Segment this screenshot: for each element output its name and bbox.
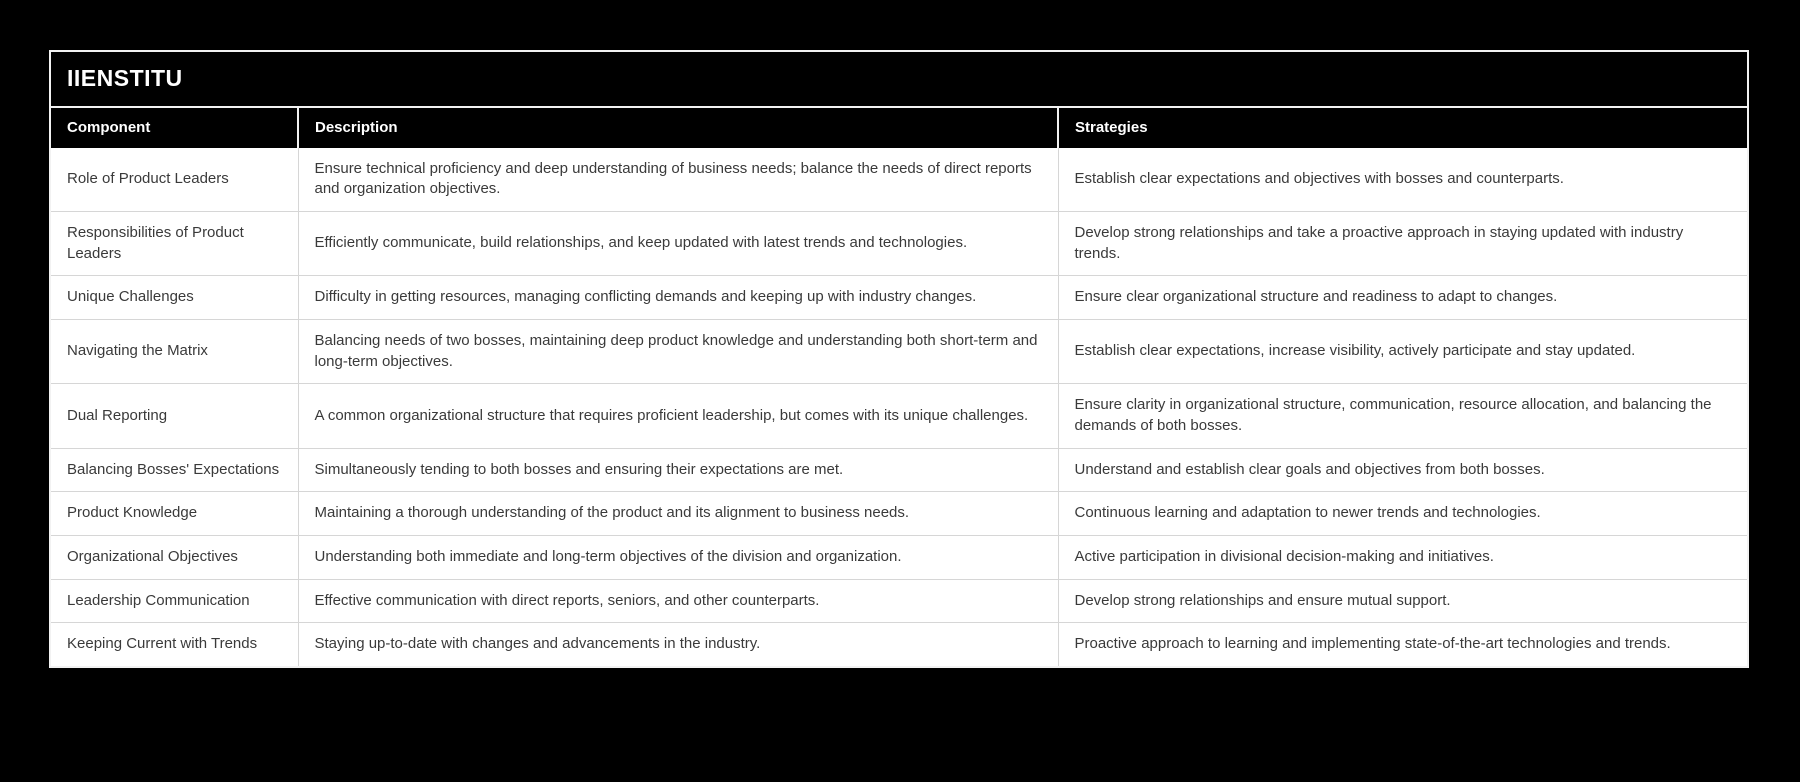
strategies-cell: Proactive approach to learning and implementing state-of-the-art technologies and trends. xyxy=(1058,623,1747,666)
strategies-cell: Continuous learning and adaptation to newer trends and technologies. xyxy=(1058,492,1747,536)
table-row xyxy=(51,492,1747,536)
component-cell: Leadership Communication xyxy=(51,579,298,623)
component-cell: Organizational Objectives xyxy=(51,536,298,580)
description-cell: Effective communication with direct reports, seniors, and other counterparts. xyxy=(298,579,1058,623)
strategies-cell: Ensure clear organizational structure and readiness to adapt to changes. xyxy=(1058,276,1747,320)
strategies-cell: Understand and establish clear goals and objectives from both bosses. xyxy=(1058,448,1747,492)
component-cell: Balancing Bosses' Expectations xyxy=(51,448,298,492)
table-row xyxy=(51,276,1747,320)
table-row xyxy=(51,579,1747,623)
strategies-cell: Active participation in divisional decision-making and initiatives. xyxy=(1058,536,1747,580)
table-row xyxy=(51,448,1747,492)
column-header-component: Component xyxy=(51,108,298,148)
table-header-row xyxy=(51,108,1747,148)
component-cell: Navigating the Matrix xyxy=(51,319,298,383)
component-cell: Unique Challenges xyxy=(51,276,298,320)
table-row xyxy=(51,211,1747,275)
components-table-card xyxy=(49,50,1749,668)
description-cell: A common organizational structure that requires proficient leadership, but comes with its unique challenges. xyxy=(298,384,1058,448)
component-cell: Responsibilities of Product Leaders xyxy=(51,211,298,275)
description-cell: Ensure technical proficiency and deep understanding of business needs; balance the needs of direct reports and organization objectives. xyxy=(298,148,1058,212)
component-cell: Keeping Current with Trends xyxy=(51,623,298,666)
table-row xyxy=(51,623,1747,666)
column-header-strategies: Strategies xyxy=(1058,108,1747,148)
table-row xyxy=(51,319,1747,383)
description-cell: Balancing needs of two bosses, maintaining deep product knowledge and understanding both short-term and long-term objectives. xyxy=(298,319,1058,383)
table-row xyxy=(51,384,1747,448)
table-row xyxy=(51,148,1747,212)
strategies-cell: Establish clear expectations and objectives with bosses and counterparts. xyxy=(1058,148,1747,212)
components-table xyxy=(51,108,1747,666)
strategies-cell: Develop strong relationships and ensure mutual support. xyxy=(1058,579,1747,623)
strategies-cell: Establish clear expectations, increase visibility, actively participate and stay updated. xyxy=(1058,319,1747,383)
table-body xyxy=(51,148,1747,667)
description-cell: Simultaneously tending to both bosses and ensuring their expectations are met. xyxy=(298,448,1058,492)
component-cell: Role of Product Leaders xyxy=(51,148,298,212)
description-cell: Staying up-to-date with changes and advancements in the industry. xyxy=(298,623,1058,666)
component-cell: Dual Reporting xyxy=(51,384,298,448)
strategies-cell: Ensure clarity in organizational structure, communication, resource allocation, and balancing the demands of both bosses. xyxy=(1058,384,1747,448)
strategies-cell: Develop strong relationships and take a proactive approach in staying updated with industry trends. xyxy=(1058,211,1747,275)
component-cell: Product Knowledge xyxy=(51,492,298,536)
description-cell: Difficulty in getting resources, managing conflicting demands and keeping up with industry changes. xyxy=(298,276,1058,320)
description-cell: Efficiently communicate, build relationships, and keep updated with latest trends and technologies. xyxy=(298,211,1058,275)
table-row xyxy=(51,536,1747,580)
column-header-description: Description xyxy=(298,108,1058,148)
description-cell: Maintaining a thorough understanding of the product and its alignment to business needs. xyxy=(298,492,1058,536)
description-cell: Understanding both immediate and long-term objectives of the division and organization. xyxy=(298,536,1058,580)
table-title: IIENSTITU xyxy=(51,52,1747,108)
